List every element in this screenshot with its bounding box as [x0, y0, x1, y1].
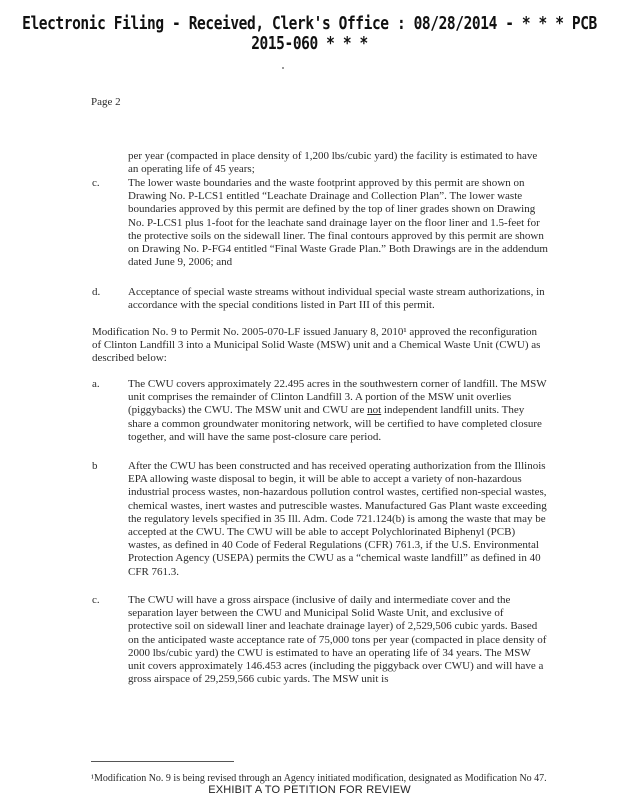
- page-number: Page 2: [91, 96, 121, 108]
- footnote: ¹Modification No. 9 is being revised through an Agency initiated modification, designated as Modification No 47.: [91, 773, 547, 784]
- exhibit-label: EXHIBIT A TO PETITION FOR REVIEW: [208, 784, 411, 796]
- list-item-text: After the CWU has been constructed and has received operating authorization from the Illinois EPA allowing waste disposal to begin, it will be able to accept a variety of non-hazardous industrial process wastes, non-hazardous pollution control wastes, certified non-special wastes, chemical wastes, inert wastes and putrescible wastes. Manufactured Gas Plant waste exceeding the regulatory levels specified in 35 Ill. Adm. Code 721.124(b) is among the waste that may be accepted at the CWU. The CWU will be able to accept Polychlorinated Biphenyl (PCB) wastes, as defined in 40 Code of Federal Regulations (CFR) 761.3, if the U.S. Environmental Protection Agency (USEPA) permits the CWU as a “chemical waste landfill” as defined in 40 CFR 761.3.: [128, 460, 547, 578]
- list-item-label: a.: [92, 378, 100, 390]
- list-item-label: d.: [92, 286, 101, 298]
- list-item-label: c.: [92, 177, 100, 189]
- modification-paragraph: Modification No. 9 to Permit No. 2005-070-LF issued January 8, 2010¹ approved the reconfiguration of Clinton Landfill 3 into a Municipal Solid Waste (MSW) unit and a Chemical Waste Unit (CWU) as described below:: [92, 326, 541, 365]
- list-item-text: [128, 378, 548, 444]
- list-item-text: The lower waste boundaries and the waste footprint approved by this permit are shown on Drawing No. P-LCS1 entitled “Leachate Drainage and Collection Plan”. The lower waste boundaries approved by this permit are defined by the top of liner grades shown on Drawing No. P-LCS1 plus 1-foot for the leachate sand drainage layer on the floor liner and 1.5-feet for the protective soils on the sidewall liner. The final contours approved by this permit are shown on Drawing No. P-FG4 entitled “Final Waste Grade Plan.” Both Drawings are in the addendum dated June 9, 2006; and: [128, 177, 548, 269]
- list-item-text: The CWU will have a gross airspace (inclusive of daily and intermediate cover and the separation layer between the CWU and Municipal Solid Waste Unit, and exclusive of protective soil on sidewall liner and leachate drainage layer) of 2,529,506 cubic yards. Based on the anticipated waste acceptance rate of 75,000 tons per year (compacted in place density of 2000 lbs/cubic yard) the CWU is estimated to have an operating life of 34 years. The MSW unit covers approximately 146.453 acres (including the piggyback over CWU) and will have a gross airspace of 29,259,566 cubic yards. The MSW unit is: [128, 594, 547, 686]
- continued-paragraph: per year (compacted in place density of 1,200 lbs/cubic yard) the facility is estimated to have an operating life of 45 years;: [128, 150, 538, 176]
- text-segment: The CWU covers approximately 22.495 acres in the southwestern corner of landfill. The MSW unit comprises the remainder of Clinton Landfill 3. A portion of the MSW unit overlies (piggybacks) the CWU. The MSW unit and CWU are: [128, 378, 547, 417]
- list-item-label: b: [92, 460, 98, 472]
- filing-stamp-header: Electronic Filing - Received, Clerk's Office : 08/28/2014 - * * * PCB 2015-060 * * *: [22, 14, 597, 54]
- text-segment: independent landfill units. They share a common groundwater monitoring network, will be certified to have completed closure together, and will have the same post-closure care period.: [128, 404, 542, 443]
- footnote-rule: [91, 761, 234, 762]
- list-item-text: Acceptance of special waste streams without individual special waste stream authorizations, in accordance with the special conditions listed in Part III of this permit.: [128, 286, 545, 312]
- emphasized-word: not: [367, 404, 382, 417]
- scan-speck: [282, 67, 284, 69]
- list-item-label: c.: [92, 594, 100, 606]
